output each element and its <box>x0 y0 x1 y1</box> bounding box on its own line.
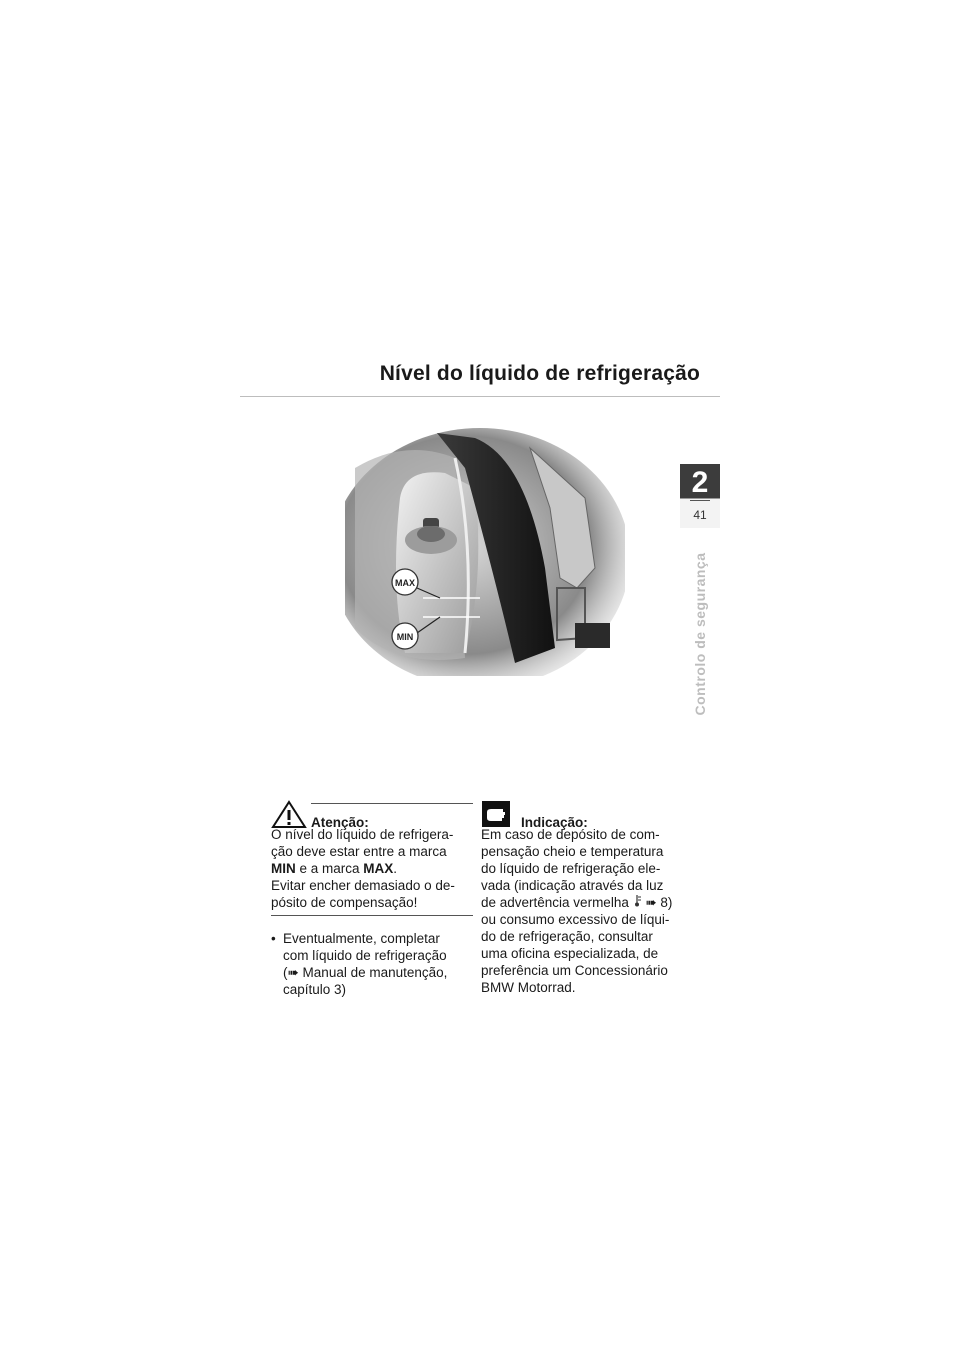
note-heading <box>481 800 683 830</box>
page-number: 41 <box>693 508 707 522</box>
warning-line-4: Evitar encher demasiado o de- <box>271 878 455 893</box>
page-title: Nível do líquido de refrigeração <box>379 362 700 385</box>
note-line: preferência um Concessionário <box>481 963 668 978</box>
coolant-reservoir-photo <box>345 428 625 676</box>
note-line: de advertência vermelha ➠ 8) <box>481 895 673 910</box>
warning-triangle-icon <box>271 800 307 828</box>
min-label: MIN <box>396 632 414 642</box>
note-line: ou consumo excessivo de líqui- <box>481 912 670 927</box>
note-hand-icon <box>481 800 511 828</box>
warning-line-2: ção deve estar entre a marca <box>271 844 447 859</box>
reservoir-illustration <box>345 428 625 676</box>
bullet-dot: • <box>271 931 276 946</box>
warning-line-3: MIN e a marca MAX. <box>271 861 398 876</box>
chapter-number: 2 <box>691 466 709 499</box>
list-item <box>271 930 473 998</box>
note-label: Indicação: <box>521 815 588 830</box>
note-line: vada (indicação através da luz <box>481 878 664 893</box>
section-name: Controlo de segurança <box>692 552 708 716</box>
bullet-text: Eventualmente, completar com líquido de refrigeração (➠ Manual de manutenção, capítulo 3) <box>283 931 448 997</box>
warning-line-1: O nível do líquido de refrigera- <box>271 827 454 842</box>
side-section-label <box>686 548 714 720</box>
note-line: do líquido de refrigeração ele- <box>481 861 661 876</box>
temperature-warning-icon <box>633 894 642 907</box>
note-line: do de refrigeração, consultar <box>481 929 653 944</box>
warning-top-rule <box>311 803 473 804</box>
warning-bottom-rule <box>271 915 473 916</box>
max-label: MAX <box>395 578 415 588</box>
note-line: Em caso de depósito de com- <box>481 827 660 842</box>
note-line: uma oficina especializada, de <box>481 946 659 961</box>
tab-divider <box>690 500 710 501</box>
warning-column <box>271 800 473 998</box>
max-text: MAX <box>363 861 394 876</box>
title-divider <box>240 396 720 397</box>
warning-label: Atenção: <box>311 815 369 830</box>
warning-line-5: pósito de compensação! <box>271 895 418 910</box>
chapter-tab <box>680 464 720 528</box>
note-line: BMW Motorrad. <box>481 980 576 995</box>
min-text: MIN <box>271 861 296 876</box>
note-column <box>481 800 683 996</box>
warning-heading <box>271 800 473 830</box>
note-line: pensação cheio e temperatura <box>481 844 664 859</box>
